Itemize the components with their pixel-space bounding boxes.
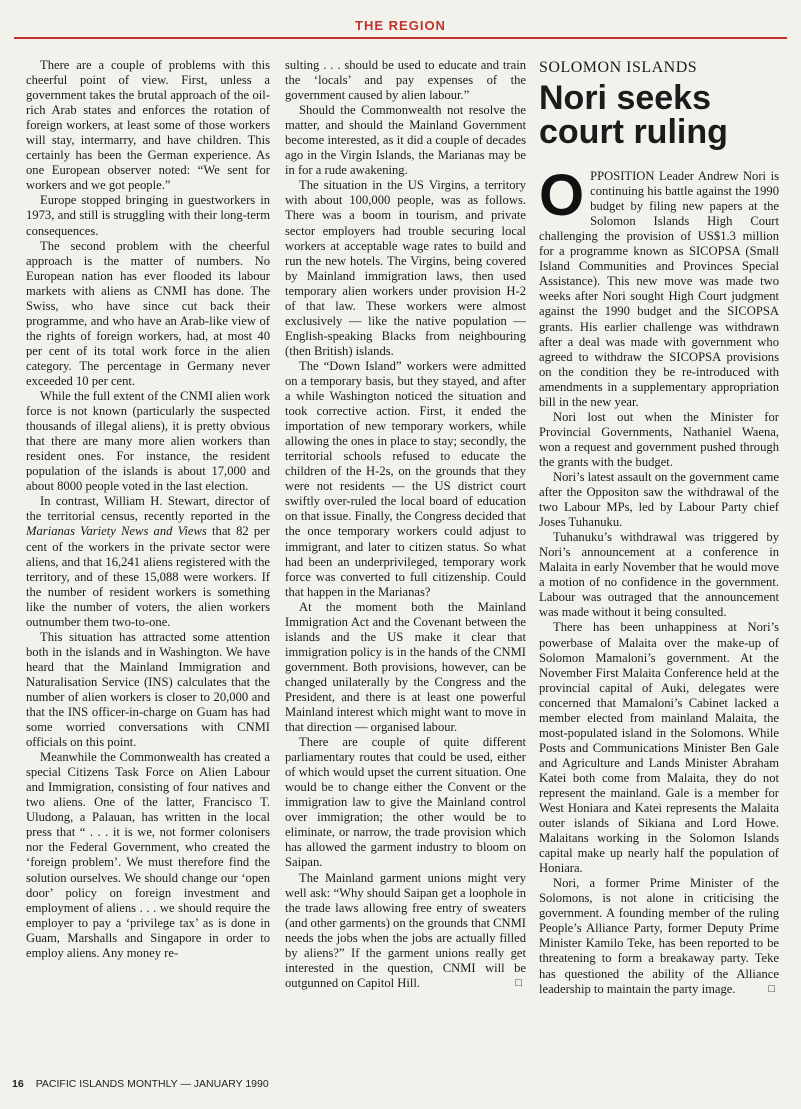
section-kicker: SOLOMON ISLANDS bbox=[539, 59, 698, 76]
paragraph: sulting . . . should be used to educate and train the ‘locals’ and pay expenses of the government caused by alien labour.” bbox=[285, 58, 526, 103]
paragraph bbox=[539, 876, 779, 996]
text-run: In contrast, William H. Stewart, director of the territorial census, recently reported in the bbox=[26, 494, 270, 524]
text-run: that 82 per cent of the workers in the private sector were aliens, and that 16,241 aliens registered with the territory, and of these 15,088 were workers. If the number of resident workers is something like the number of voters, the alien workers outnumber them two-to-one. bbox=[26, 524, 270, 629]
article-headline: Nori seeks court ruling bbox=[539, 79, 728, 152]
paragraph: Nori’s latest assault on the government came after the Oppositon saw the withdrawal of the two Labour MPs, led by Labour Party chief Joses Tuhanuku. bbox=[539, 469, 779, 530]
paragraph: There are couple of quite different parliamentary routes that could be used, either of which would upset the current situation. One would be to change either the Convent or the immigration law to give the Mainland control over immigration; the other would be to eliminate, or narrow, the trade provision which has allowed the garment industry to bloom on Saipan. bbox=[285, 735, 526, 870]
text-run: The Mainland garment unions might very well ask: “Why should Saipan get a loophole in the trade laws allowing free entry of sweaters (and other garments) on the grounds that CNMI needs the jobs when the jobs are actually filled by aliens?” If the garment unions really get interested in the question, CNMI will be outgunned on Capitol Hill. bbox=[285, 870, 526, 990]
text-run: Nori, a former Prime Minister of the Solomons, is not alone in criticising the government. A founding member of the ruling People’s Alliance Party, former Deputy Prime Minister Kamilo Teke, has been reported to be threatening to form a breakaway party. Teke has questioned the ability of the Alliance leadership to maintain the party image. bbox=[539, 876, 779, 996]
paragraph bbox=[539, 163, 779, 410]
paragraph bbox=[26, 494, 270, 629]
paragraph: Tuhanuku’s withdrawal was triggered by Nori’s announcement at a conference in Malaita in early November that he would move a motion of no confidence in the government. Labour was outraged that the announcement was made without it being consulted. bbox=[539, 530, 779, 620]
header-rule bbox=[14, 37, 787, 39]
paragraph: At the moment both the Mainland Immigration Act and the Covenant between the islands and the US make it clear that immigration policy is in the hands of the CNMI government. Both provisions, however, can be changed unilaterally by the Congress and the President, and there is at least one powerful Mainland interest which might want to move in that direction — organised labour. bbox=[285, 599, 526, 735]
paragraph: Should the Commonwealth not resolve the matter, and should the Mainland Government become interested, as it did a couple of decades ago in the Virgin Islands, the Marianas may be in for a rude awakening. bbox=[285, 103, 526, 178]
drop-cap: O bbox=[539, 163, 585, 229]
end-mark: □ bbox=[515, 976, 522, 989]
paragraph: Meanwhile the Commonwealth has created a special Citizens Task Force on Alien Labour and Immigration, consisting of four natives and two aliens. One of the latter, Francisco T. Uludong, a Palauan, has written in the local press that “ . . . it is we, not former colonisers nor the Federal Government, who created the ‘foreign problem’. We must therefore find the solution ourselves. We should change our ‘open door’ policy on foreign investment and employment of aliens . . . we should require the employer to pay a ‘privilege tax’ as is done in Guam, Marshalls and Singapore in order to employ aliens. Any money re- bbox=[26, 750, 270, 960]
text-run: PPOSITION Leader Andrew Nori is continuing his battle against the 1990 budget by filing new papers at the Solomon Islands High Court challenging the provision of US$1.3 million for a programme known as SICOPSA (Small Island Communities and Provinces Special Assistance). This new move was made two weeks after Nori sought High Court judgment against the 1990 budget and the SICOPSA grants. His earlier challenge was withdrawn after a deal was made with government who agreed to withdraw the SICOPSA provisions on the condition they be re-introduced with amendments in a supplementary appropriation bill in the new year. bbox=[539, 169, 779, 409]
paragraph: This situation has attracted some attention both in the islands and in Washington. We have heard that the Mainland Immigration and Naturalisation Service (INS) calculates that the number of alien workers is closer to 20,000 and that the INS officer-in-charge on Guam has had some worried conversations with CNMI officials on this point. bbox=[26, 629, 270, 750]
column-3 bbox=[539, 58, 779, 997]
paragraph: The “Down Island” workers were admitted on a temporary basis, but they stayed, and after a while Washington noticed the situation and took corrective action. First, it ended the importation of new temporary workers, while allowing the ones in place to stay; secondly, the territorial schools refused to educate the children of the H-2s, on the grounds that they were not residents — the US district court swiftly over-ruled the local board of education on that issue. Finally, the Congress decided that the once temporary workers could adjust to immigrant, and later to citizen status. So what had been an underprivileged, temporary work force was converted to full citizenship. Could that happen in the Marianas? bbox=[285, 358, 526, 599]
paragraph: The second problem with the cheerful approach is the matter of numbers. No European nation has ever flooded its labour markets with aliens as CNMI has done. The Swiss, who have since cut back their programme, and who have an Arab-like view of the rights of foreign workers, had, at most 40 per cent of its total work force in the alien category. The percentage in Germany never exceeded 10 per cent. bbox=[26, 238, 270, 388]
paragraph: While the full extent of the CNMI alien work force is not known (particularly the suspected thousands of illegal aliens), it is pretty obvious that there are many more alien workers than resident ones. For instance, the resident population of the islands is about 17,000 and about 8000 people voted in the last election. bbox=[26, 389, 270, 494]
paragraph: There are a couple of problems with this cheerful point of view. First, unless a government takes the brutal approach of the oil-rich Arab states and enforces the rotation of foreign workers, at least some of those workers will stay, intermarry, and have children. This certainly has been the German experience. As one European observer noted: “We sent for workers and we got people.” bbox=[26, 58, 270, 193]
paragraph: The situation in the US Virgins, a territory with about 100,000 people, was as follows. There was a boom in tourism, and private sector employers had trouble securing local workers at acceptable wage rates to build and run the new hotels. The Virgins, being covered by Mainland immigration laws, then used temporary alien workers under provision H-2 of that law. These workers were almost exclusively — like the native population — English-speaking Blacks from neighbouring (then British) islands. bbox=[285, 178, 526, 358]
paragraph: There has been unhappiness at Nori’s powerbase of Malaita over the make-up of Solomon Mamaloni’s government. At the November First Malaita Conference held at the provincial capital of Auki, delegates were concerned that Mamaloni’s Cabinet lacked a member elected from mainland Malaita, the most-populated island in the Solomons. While Posts and Communications Minister Ben Gale and Agriculture and Lands Minister Abraham Katei both come from Malaita, they do not represent the mainland. Gale is a member for West Honiara and Katei represents the Malaita outer islands of Sikiana and Lord Howe. Malaitans working in the Solomon Islands capital make up nearly half the population of Honiara. bbox=[539, 620, 779, 876]
column-2 bbox=[285, 58, 526, 991]
paragraph: Nori lost out when the Minister for Provincial Governments, Nathaniel Waena, won a request and government pushed through the grants with the budget. bbox=[539, 409, 779, 469]
page-footer bbox=[12, 1078, 269, 1090]
page-number: 16 bbox=[12, 1078, 24, 1090]
section-header: THE REGION bbox=[355, 18, 446, 33]
publication-title: Marianas Variety News and Views bbox=[26, 524, 207, 539]
end-mark: □ bbox=[768, 982, 775, 995]
column-1 bbox=[26, 58, 270, 961]
paragraph bbox=[285, 871, 526, 991]
paragraph: Europe stopped bringing in guestworkers in 1973, and still is struggling with their long-term consequences. bbox=[26, 193, 270, 238]
publication-line: PACIFIC ISLANDS MONTHLY — JANUARY 1990 bbox=[35, 1078, 269, 1090]
